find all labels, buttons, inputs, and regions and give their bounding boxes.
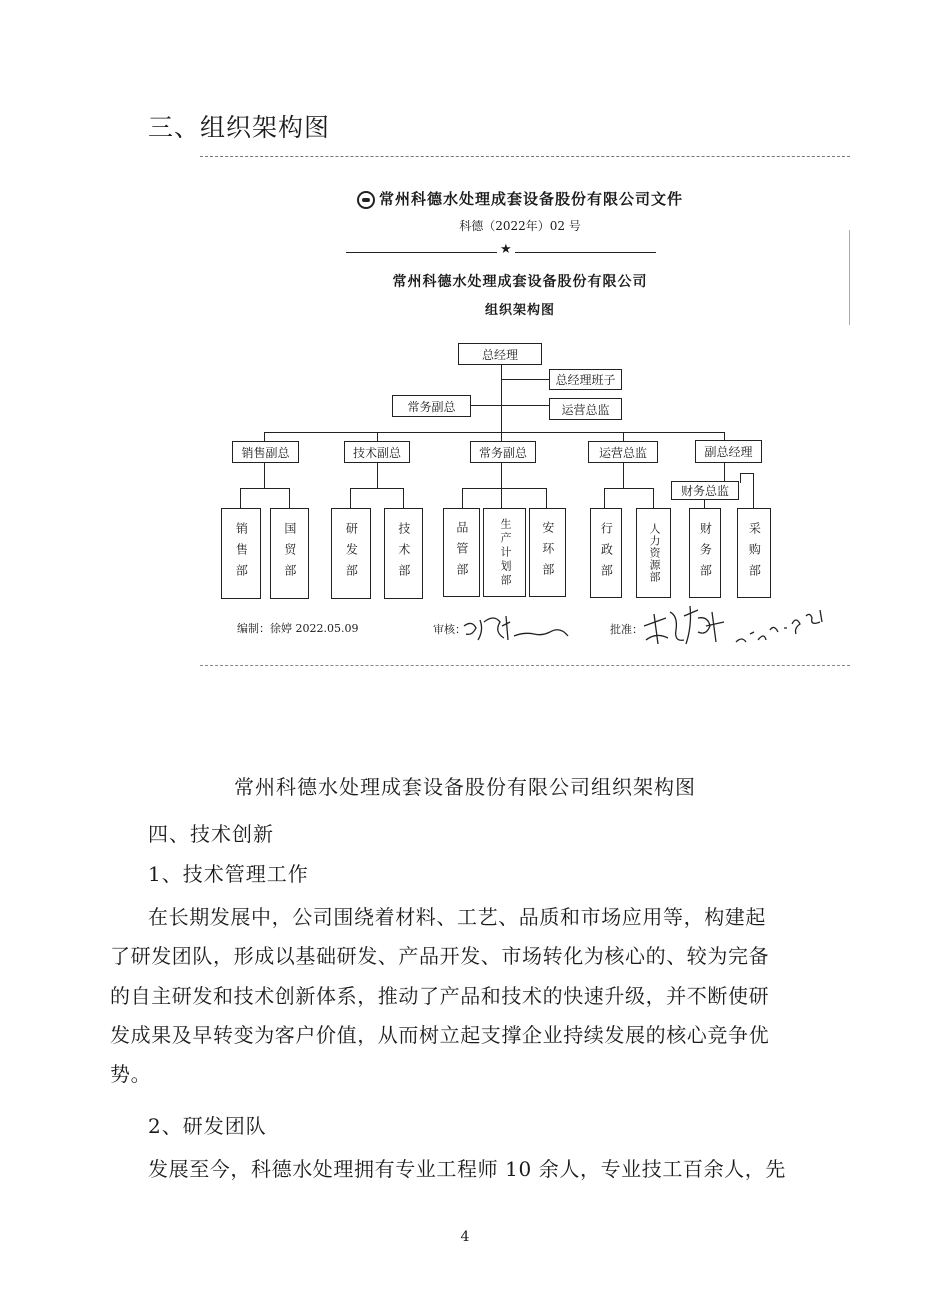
subsection-1-heading: 1、技术管理工作 [148,862,309,886]
scan-border-right [849,230,850,325]
company-name: 常州科德水处理成套设备股份有限公司 [392,274,648,290]
dept-box [331,508,371,599]
dept-label: 国贸部 [282,522,297,585]
company-logo-icon [357,191,375,209]
connector [604,488,605,508]
doc-header [200,188,840,209]
connector [350,488,351,508]
connector [546,488,547,508]
org-node-ops-director: 运营总监 [549,398,622,420]
connector [264,432,265,441]
org-node-exec-vp-2: 常务副总 [470,441,536,463]
connector [462,488,547,489]
connector [240,488,241,508]
dept-label: 品管部 [454,521,469,584]
connector [377,463,378,488]
dept-box [443,508,480,597]
dept-label: 研发部 [344,522,359,585]
org-node-deputy-gm: 副总经理 [695,440,762,463]
star-icon: ★ [497,242,515,257]
paragraph-line: 发成果及早转变为客户价值，从而树立起支撑企业持续发展的核心竞争优 [110,1023,770,1047]
review-signature [458,606,578,650]
connector [462,488,463,508]
paragraph-line: 了研发团队，形成以基础研发、产品开发、市场转化为核心的、较为完备 [110,944,770,968]
dept-box [689,508,721,598]
approve-signature [640,596,840,656]
subsection-2-heading: 2、研发团队 [148,1114,267,1138]
connector [501,379,549,380]
dept-label: 行政部 [599,521,614,585]
company-file-title: 常州科德水处理成套设备股份有限公司文件 [378,190,683,208]
connector [753,473,754,508]
connector [501,364,502,440]
dept-label: 财务部 [698,521,713,585]
dept-label: 安环部 [540,521,555,584]
connector [289,488,290,508]
dept-label: 技术部 [396,522,411,585]
page-number: 4 [460,1229,470,1245]
dept-box [590,508,622,598]
dept-box [384,508,423,599]
paragraph-line: 发展至今，科德水处理拥有专业工程师 10 余人，专业技工百余人，先 [148,1157,786,1181]
connector [623,432,624,441]
figure-caption: 常州科德水处理成套设备股份有限公司组织架构图 [234,775,696,799]
paragraph-line: 在长期发展中，公司围绕着材料、工艺、品质和市场应用等，构建起 [148,905,766,929]
scan-border-top [200,156,850,157]
approve-label: 批准： [610,623,643,636]
connector [240,488,290,489]
paragraph-line: 势。 [110,1062,152,1086]
connector [604,488,654,489]
dept-box [483,508,526,597]
connector [740,473,741,483]
connector [740,473,754,474]
org-chart-title: 组织架构图 [484,303,555,318]
connector [264,463,265,488]
dept-box [529,508,566,597]
review-label: 审核： [433,623,466,636]
dept-label: 人力资源部 [647,523,661,583]
connector [623,463,624,488]
org-node-ceo: 总经理 [458,343,542,365]
section-3-heading: 三、组织架构图 [148,113,331,142]
connector [377,432,378,441]
scan-border-bottom [200,665,850,666]
connector [350,488,404,489]
connector [653,488,654,508]
org-node-finance-director: 财务总监 [671,481,739,500]
dept-box [636,508,671,598]
connector [704,500,705,508]
connector [264,432,724,433]
dept-label: 销售部 [234,522,249,585]
connector [724,463,725,481]
org-node-sales-vp: 销售副总 [232,441,299,463]
connector [501,432,502,441]
dept-label: 生产计划部 [498,517,512,588]
dept-box [737,508,771,598]
section-4-heading: 四、技术创新 [148,822,274,846]
paragraph-line: 的自主研发和技术创新体系，推动了产品和技术的快速升级，并不断使研 [110,984,770,1008]
org-node-ops-director-2: 运营总监 [588,441,658,463]
connector [470,405,549,406]
dept-box [270,508,309,599]
org-node-exec-team: 总经理班子 [549,369,622,390]
org-node-tech-vp: 技术副总 [344,441,410,463]
compiled-by: 编制：徐婷 2022.05.09 [237,622,359,635]
org-node-exec-vp: 常务副总 [392,395,471,417]
dept-label: 采购部 [747,521,762,585]
doc-number: 科德（2022年）02 号 [459,219,581,233]
connector [403,488,404,508]
connector [501,463,502,508]
dept-box [221,508,261,599]
